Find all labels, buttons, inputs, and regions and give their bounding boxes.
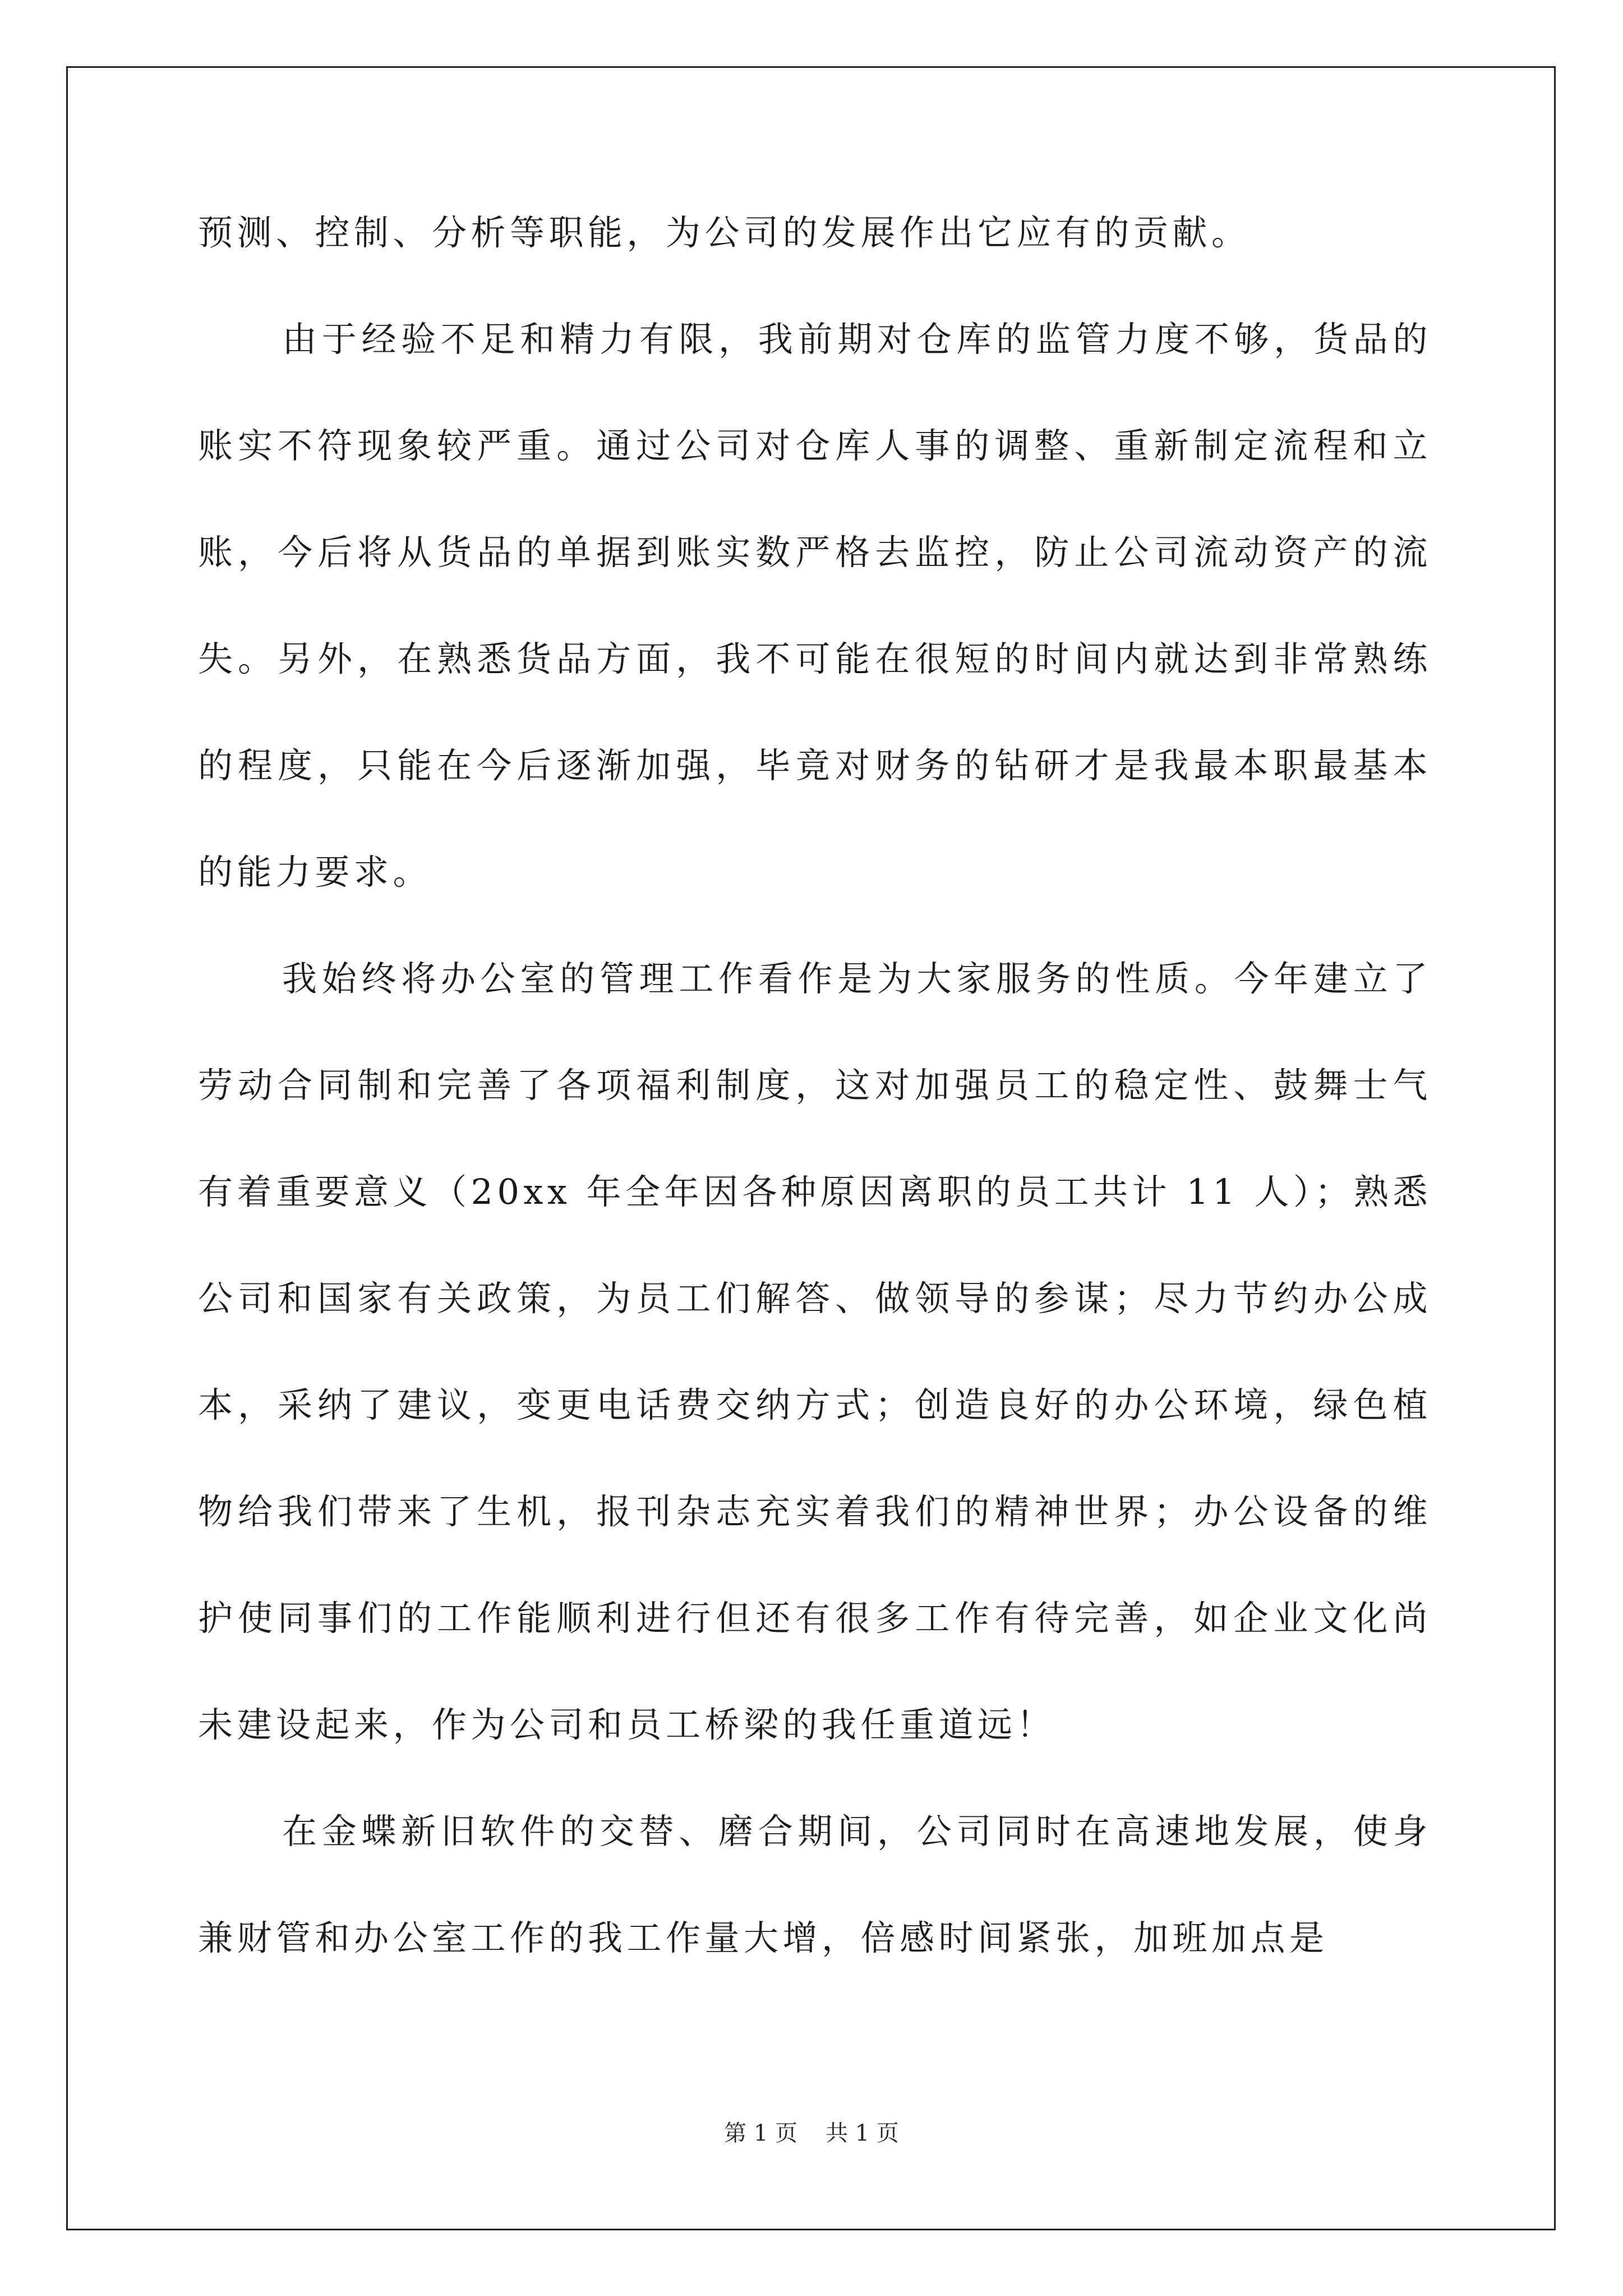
page-total: 共 1 页 [826,2120,899,2146]
paragraph-3: 我始终将办公室的管理工作看作是为大家服务的性质。今年建立了劳动合同制和完善了各项福利制度，这对加强员工的稳定性、鼓舞士气有着重要意义（20xx 年全年因各种原因离职的员工共计 11 人）；熟悉公司和国家有关政策，为员工们解答、做领导的参谋；尽力节约办公成本，采纳了建议，变更电话费交纳方式；创造良好的办公环境，绿色植物给我们带来了生机，报刊杂志充实着我们的精神世界；办公设备的维护使同事们的工作能顺利进行但还有很多工作有待完善，如企业文化尚未建设起来，作为公司和员工桥梁的我任重道远！ [198,958,1432,1745]
paragraph-4: 在金蝶新旧软件的交替、磨合期间，公司同时在高速地发展，使身兼财管和办公室工作的我工作量大增，倍感时间紧张，加班加点是 [198,1811,1432,1958]
page-number: 第 1 页 [724,2120,797,2146]
paragraph-2: 由于经验不足和精力有限，我前期对仓库的监管力度不够，货品的账实不符现象较严重。通过公司对仓库人事的调整、重新制定流程和立账，今后将从货品的单据到账实数严格去监控，防止公司流动资产的流失。另外，在熟悉货品方面，我不可能在很短的时间内就达到非常熟练的程度，只能在今后逐渐加强，毕竟对财务的钻研才是我最本职最基本的能力要求。 [198,319,1432,892]
document-body [198,180,1432,1991]
page-footer [0,2119,1623,2147]
paragraph-1: 预测、控制、分析等职能，为公司的发展作出它应有的贡献。 [198,212,1251,253]
